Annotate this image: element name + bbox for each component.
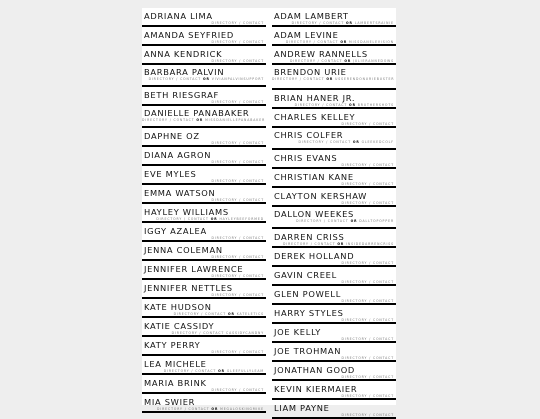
entry-name: BRENDON URIE: [274, 67, 347, 77]
entry-links-text[interactable]: DIRECTORY / CONTACT: [341, 163, 394, 167]
entry-links[interactable]: [272, 182, 396, 186]
directory-entry[interactable]: [142, 147, 266, 166]
entry-name: DARREN CRISS: [274, 232, 345, 242]
directory-entry[interactable]: [142, 375, 266, 394]
entry-name: DEREK HOLLAND: [274, 251, 355, 261]
entry-links-text[interactable]: DIRECTORY / CONTACT: [341, 299, 394, 303]
entry-links-text[interactable]: DIRECTORY / CONTACT: [341, 122, 394, 126]
entry-links-text[interactable]: DIRECTORY / CONTACT: [291, 21, 345, 25]
or-separator: OR: [349, 103, 356, 107]
entry-links-text[interactable]: DIRECTORY / CONTACT: [296, 219, 349, 223]
entry-name: JOE KELLY: [274, 327, 322, 337]
entry-name: ADRIANA LIMA: [144, 11, 213, 21]
directory-entry[interactable]: [142, 394, 266, 413]
directory-entry[interactable]: [272, 343, 396, 362]
entry-links[interactable]: [272, 122, 396, 126]
entry-links[interactable]: [272, 261, 396, 265]
entry-links[interactable]: [272, 356, 396, 360]
entry-links-text[interactable]: DIRECTORY / CONTACT: [341, 280, 394, 284]
entry-name: CHRIS COLFER: [274, 130, 344, 140]
entry-name: CLAYTON KERSHAW: [274, 191, 368, 201]
entry-name: KATIE CASSIDY: [144, 321, 215, 331]
directory-entry[interactable]: [272, 109, 396, 128]
or-separator: OR: [337, 242, 345, 246]
directory-entry[interactable]: [272, 27, 396, 46]
directory-entry[interactable]: [272, 188, 396, 207]
entry-links-text[interactable]: DIRECTORY / CONTACT: [341, 318, 394, 322]
entry-links-text[interactable]: DIRECTORY / CONTACT: [294, 103, 348, 107]
entry-links-text[interactable]: DIRECTORY / CONTACT: [211, 160, 264, 164]
or-separator: OR: [218, 369, 225, 373]
right-column: [272, 8, 396, 419]
directory-entry[interactable]: [142, 261, 266, 280]
entry-extra-link[interactable]: BRUTHERSHOTS: [357, 103, 394, 107]
entry-links[interactable]: [272, 242, 396, 246]
directory-entry[interactable]: [142, 318, 266, 337]
entry-name: KATE HUDSON: [144, 302, 212, 312]
entry-links-text[interactable]: DIRECTORY / CONTACT: [211, 100, 264, 104]
directory-entry[interactable]: [142, 166, 266, 185]
entry-links-text[interactable]: DIRECTORY / CONTACT: [298, 140, 351, 144]
directory-entry[interactable]: [272, 248, 396, 267]
entry-links[interactable]: [142, 77, 266, 81]
directory-entry[interactable]: [272, 90, 396, 109]
entry-links[interactable]: [142, 274, 266, 278]
entry-links-text[interactable]: DIRECTORY / CONTACT: [289, 59, 343, 63]
entry-links-text[interactable]: DIRECTORY / CONTACT: [211, 255, 264, 259]
directory-entry[interactable]: [272, 324, 396, 343]
entry-links[interactable]: [142, 312, 266, 316]
entry-links[interactable]: [272, 219, 396, 223]
entry-extra-link[interactable]: VIVIANPALVINSUPPORT: [211, 77, 264, 81]
directory-entry[interactable]: [142, 185, 266, 204]
entry-links[interactable]: [142, 331, 266, 335]
entry-links-text[interactable]: DIRECTORY / CONTACT: [211, 274, 264, 278]
or-separator: OR: [227, 312, 235, 316]
entry-links-text[interactable]: DIRECTORY / CONTACT CASSIDYCANDNY: [171, 331, 264, 335]
entry-links[interactable]: [142, 141, 266, 145]
directory-page: [142, 8, 396, 417]
entry-name: LIAM PAYNE: [274, 403, 330, 413]
entry-name: CHRISTIAN KANE: [274, 172, 354, 182]
entry-name: MIA SWIER: [144, 397, 196, 407]
or-separator: OR: [196, 118, 204, 122]
entry-links[interactable]: [272, 318, 396, 322]
entry-name: HARRY STYLES: [274, 308, 344, 318]
entry-name: JOE TROHMAN: [274, 346, 342, 356]
or-separator: OR: [352, 140, 360, 144]
entry-links-text[interactable]: DIRECTORY / CONTACT: [173, 312, 227, 316]
entry-extra-link[interactable]: USSERENDONURIEBUSTER: [335, 77, 395, 81]
directory-entry[interactable]: [142, 106, 266, 128]
entry-name: CHRIS EVANS: [274, 153, 338, 163]
directory-entry[interactable]: [272, 46, 396, 65]
directory-entry[interactable]: [142, 65, 266, 87]
entry-links[interactable]: [142, 236, 266, 240]
entry-links[interactable]: [272, 59, 396, 63]
directory-entry[interactable]: [272, 286, 396, 305]
entry-name: IGGY AZALEA: [144, 226, 207, 236]
entry-name: DIANA AGRON: [144, 150, 212, 160]
entry-name: BETH RIESGRAF: [144, 90, 220, 100]
entry-links-text[interactable]: DIRECTORY / CONTACT: [211, 350, 264, 354]
entry-links[interactable]: [272, 103, 396, 107]
entry-extra-link[interactable]: GLEEKEDCOLF: [361, 140, 394, 144]
entry-extra-link[interactable]: HAYLEYBEEFORMED: [219, 217, 264, 221]
entry-links[interactable]: [142, 118, 266, 122]
entry-links[interactable]: [142, 369, 266, 373]
directory-entry[interactable]: [272, 229, 396, 248]
entry-links-text[interactable]: DIRECTORY / CONTACT: [211, 21, 264, 25]
entry-name: KEVIN KIERMAIER: [274, 384, 358, 394]
entry-name: BARBARA PALVIN: [144, 67, 225, 77]
entry-links-text[interactable]: DIRECTORY / CONTACT: [148, 77, 202, 81]
entry-name: KATY PERRY: [144, 340, 201, 350]
entry-name: DALLON WEEKES: [274, 209, 354, 219]
entry-extra-link[interactable]: DALLTOPOPPER: [359, 219, 394, 223]
entry-links-text[interactable]: DIRECTORY / CONTACT: [341, 201, 394, 205]
directory-entry[interactable]: [272, 8, 396, 27]
entry-links-text[interactable]: DIRECTORY / CONTACT: [211, 388, 264, 392]
entry-name: ANNA KENDRICK: [144, 49, 223, 59]
entry-links-text[interactable]: DIRECTORY / CONTACT: [211, 293, 264, 297]
entry-links[interactable]: [272, 163, 396, 167]
directory-entry[interactable]: [272, 381, 396, 400]
or-separator: OR: [326, 77, 334, 81]
entry-links[interactable]: [142, 407, 266, 411]
entry-extra-link[interactable]: KATELETICS: [236, 312, 264, 316]
entry-links[interactable]: [272, 140, 396, 144]
entry-links-text[interactable]: DIRECTORY / CONTACT: [282, 242, 336, 246]
entry-extra-link[interactable]: MEGALOSKINGMIKE: [220, 407, 264, 411]
entry-links-text[interactable]: DIRECTORY / CONTACT: [211, 236, 264, 240]
entry-name: JENNIFER LAWRENCE: [144, 264, 244, 274]
directory-entry[interactable]: [142, 356, 266, 375]
left-column: [142, 8, 266, 413]
entry-links-text[interactable]: DIRECTORY / CONTACT: [211, 40, 264, 44]
entry-links-text[interactable]: DIRECTORY / CONTACT: [157, 407, 210, 411]
entry-extra-link[interactable]: GLEEFULLYLEAM: [226, 369, 264, 373]
entry-name: JONATHAN GOOD: [274, 365, 356, 375]
entry-extra-link[interactable]: JULIERANNEDOWS: [353, 59, 394, 63]
entry-links-text[interactable]: DIRECTORY / CONTACT: [211, 59, 264, 63]
directory-entry[interactable]: [142, 337, 266, 356]
entry-links[interactable]: [142, 179, 266, 183]
entry-name: AMANDA SEYFRIED: [144, 30, 234, 40]
entry-name: ADAM LAMBERT: [274, 11, 349, 21]
entry-name: BRIAN HANER JR.: [274, 93, 356, 103]
directory-entry[interactable]: [142, 8, 266, 27]
entry-links[interactable]: [142, 388, 266, 392]
entry-links[interactable]: [142, 350, 266, 354]
directory-entry[interactable]: [272, 65, 396, 90]
entry-links[interactable]: [142, 198, 266, 202]
entry-links-text[interactable]: DIRECTORY / CONTACT: [211, 179, 264, 183]
directory-entry[interactable]: [142, 27, 266, 46]
or-separator: OR: [344, 59, 352, 63]
directory-entry[interactable]: [142, 223, 266, 242]
entry-links[interactable]: [272, 394, 396, 398]
entry-name: MARIA BRINK: [144, 378, 207, 388]
entry-links[interactable]: [272, 280, 396, 284]
entry-name: EVE MYLES: [144, 169, 197, 179]
directory-entry[interactable]: [272, 128, 396, 150]
entry-name: LEA MICHELE: [144, 359, 207, 369]
entry-links-text[interactable]: DIRECTORY / CONTACT: [211, 198, 264, 202]
directory-entry[interactable]: [272, 400, 396, 419]
entry-name: EMMA WATSON: [144, 188, 216, 198]
entry-links[interactable]: [272, 375, 396, 379]
entry-extra-link[interactable]: MISSDANIELLEPANABAKER: [205, 118, 266, 122]
directory-entry[interactable]: [272, 207, 396, 229]
directory-entry[interactable]: [142, 280, 266, 299]
directory-entry[interactable]: [142, 87, 266, 106]
entry-extra-link[interactable]: MISSDANELEVISION: [349, 40, 394, 44]
entry-links[interactable]: [272, 77, 396, 81]
entry-links[interactable]: [272, 337, 396, 341]
entry-links[interactable]: [142, 59, 266, 63]
entry-name: ADAM LEVINE: [274, 30, 339, 40]
directory-entry[interactable]: [272, 267, 396, 286]
or-separator: OR: [346, 21, 353, 25]
entry-links[interactable]: [272, 201, 396, 205]
entry-links[interactable]: [272, 413, 396, 417]
entry-links[interactable]: [142, 100, 266, 104]
entry-links[interactable]: [142, 160, 266, 164]
entry-links-text[interactable]: DIRECTORY / CONTACT: [341, 413, 394, 417]
entry-name: ANDREW RANNELLS: [274, 49, 368, 59]
entry-links-text[interactable]: DIRECTORY / CONTACT: [341, 375, 394, 379]
entry-links-text[interactable]: DIRECTORY / CONTACT: [156, 217, 209, 221]
entry-links-text[interactable]: DIRECTORY / CONTACT: [163, 369, 217, 373]
entry-name: GAVIN CREEL: [274, 270, 337, 280]
or-separator: OR: [211, 407, 219, 411]
entry-links[interactable]: [142, 217, 266, 221]
or-separator: OR: [202, 77, 210, 81]
directory-entry[interactable]: [272, 305, 396, 324]
entry-name: HAYLEY WILLIAMS: [144, 207, 229, 217]
directory-entry[interactable]: [272, 169, 396, 188]
entry-name: JENNIFER NETTLES: [144, 283, 233, 293]
entry-links-text[interactable]: DIRECTORY / CONTACT: [341, 261, 394, 265]
entry-name: CHARLES KELLEY: [274, 112, 356, 122]
entry-links-text[interactable]: DIRECTORY / CONTACT: [211, 141, 264, 145]
or-separator: OR: [210, 217, 218, 221]
directory-entry[interactable]: [272, 150, 396, 169]
entry-links-text[interactable]: DIRECTORY / CONTACT: [142, 118, 195, 122]
entry-name: GLEN POWELL: [274, 289, 342, 299]
directory-entry[interactable]: [142, 204, 266, 223]
entry-name: DAPHNE OZ: [144, 131, 200, 141]
directory-entry[interactable]: [142, 242, 266, 261]
entry-links[interactable]: [142, 293, 266, 297]
entry-links-text[interactable]: DIRECTORY / CONTACT: [341, 356, 394, 360]
entry-links[interactable]: [142, 40, 266, 44]
entry-links[interactable]: [272, 40, 396, 44]
entry-links[interactable]: [142, 21, 266, 25]
entry-name: JENNA COLEMAN: [144, 245, 223, 255]
entry-links[interactable]: [272, 21, 396, 25]
or-separator: OR: [340, 40, 348, 44]
entry-links-text[interactable]: DIRECTORY / CONTACT: [341, 394, 394, 398]
entry-links-text[interactable]: DIRECTORY / CONTACT: [341, 337, 394, 341]
entry-extra-link[interactable]: INSIDEDARRENCRISS: [346, 242, 394, 246]
entry-extra-link[interactable]: LAMBERTSRAINIE: [354, 21, 394, 25]
directory-entry[interactable]: [272, 362, 396, 381]
entry-links[interactable]: [272, 299, 396, 303]
entry-links-text[interactable]: DIRECTORY / CONTACT: [285, 40, 339, 44]
entry-links-text[interactable]: DIRECTORY / CONTACT: [272, 77, 325, 81]
entry-links[interactable]: [142, 255, 266, 259]
or-separator: OR: [350, 219, 358, 223]
directory-entry[interactable]: [142, 46, 266, 65]
entry-links-text[interactable]: DIRECTORY / CONTACT: [341, 182, 394, 186]
directory-entry[interactable]: [142, 299, 266, 318]
directory-entry[interactable]: [142, 128, 266, 147]
entry-name: DANIELLE PANABAKER: [144, 108, 250, 118]
